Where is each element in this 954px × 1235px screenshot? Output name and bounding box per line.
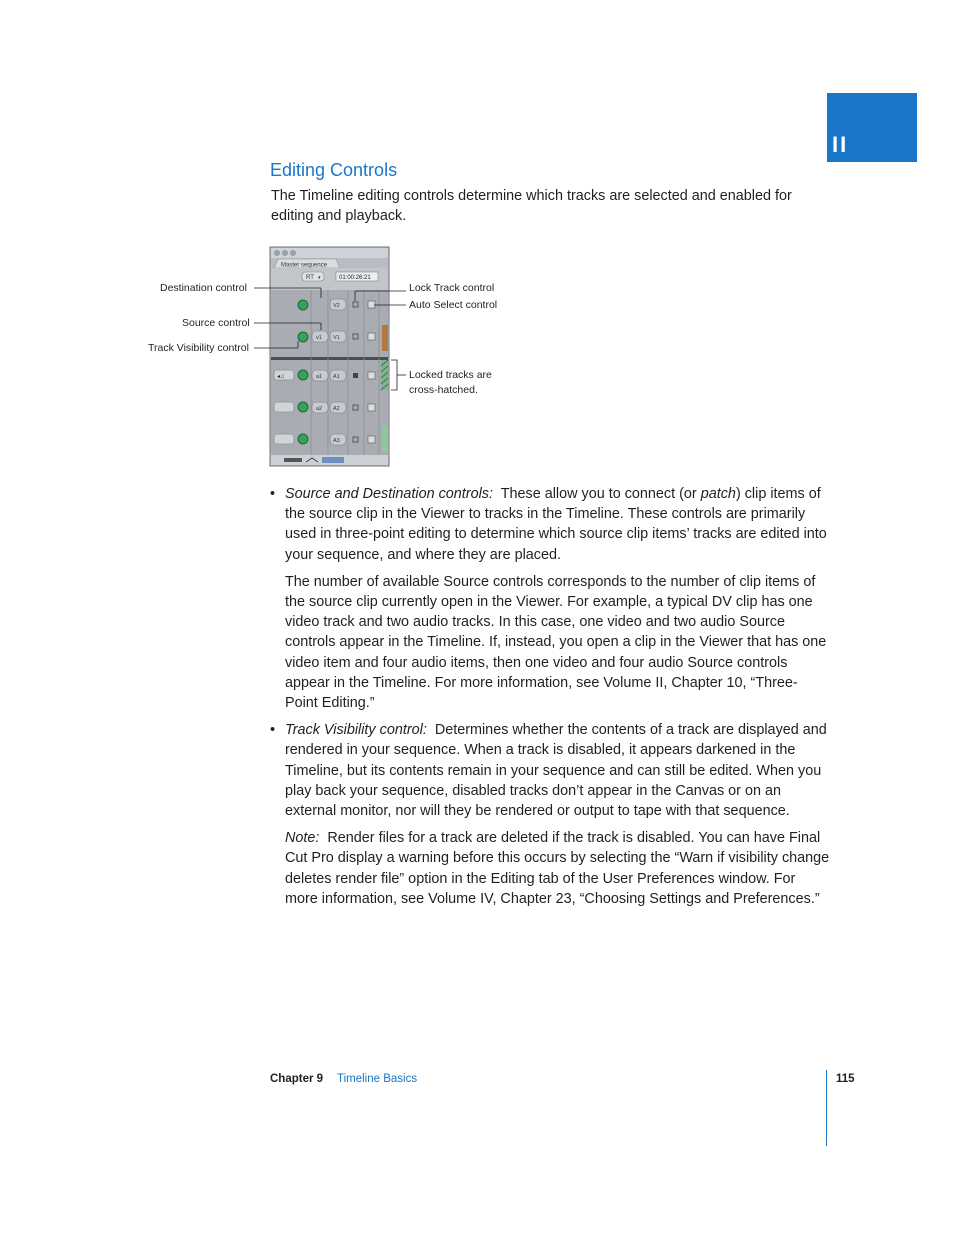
callout-locked-tracks-line2: cross-hatched. (409, 384, 478, 396)
intro-paragraph: The Timeline editing controls determine which tracks are selected and enabled for editing and playback. (271, 188, 792, 224)
bullet-text-cont: ) clip items of the source clip in the Viewer to tracks in the Timeline. These controls are primarily used in three-point editing to determine which source clip items’ tracks are edited into your sequence, and where they are placed. (285, 486, 827, 563)
bullet-text: These allow you to connect (or (500, 486, 701, 502)
track-visibility-v1[interactable] (298, 332, 308, 342)
bullet-track-visibility (270, 720, 830, 821)
track-visibility-v2[interactable] (298, 300, 308, 310)
footer-divider (826, 1070, 827, 1146)
bullet-text: Determines whether the contents of a track are displayed and rendered in your sequence. When a track is disabled, it appears darkened in the Timeline, but its contents remain in your sequence and can still be edited. When you play back your sequence, disabled tracks don’t appear in the Canvas or on an external monitor, nor will they be rendered or output to tape with that sequence. (285, 722, 827, 820)
section-heading: Editing Controls (270, 160, 398, 180)
track-visibility-a2[interactable] (298, 402, 308, 412)
source-label-a1: a1 (316, 374, 323, 380)
callout-track-visibility-control: Track Visibility control (148, 342, 249, 354)
page-number: 115 (836, 1073, 855, 1085)
callout-destination-control: Destination control (160, 282, 247, 294)
footer-chapter-title: Timeline Basics (337, 1073, 418, 1085)
source-label-a2: a2 (316, 406, 323, 412)
auto-select-v1-icon[interactable] (368, 333, 375, 340)
timeline-controls-figure (140, 240, 560, 472)
dest-label-v1: V1 (333, 335, 340, 341)
callout-lock-track-control: Lock Track control (409, 282, 495, 294)
bullet-marker: • (270, 722, 276, 739)
track-visibility-a3[interactable] (298, 434, 308, 444)
callout-locked-tracks-line1: Locked tracks are (409, 369, 492, 381)
source-controls-paragraph: The number of available Source controls corresponds to the number of clip items of the source clip currently open in the Viewer. For example, a typical DV clip has one video track and two audio tracks. In this case, one video and two audio Source controls appear in the Timeline. If, instead, you open a clip in the Viewer that has one video item and four audio items, then one video and four audio Source controls appear in the Timeline. For more information, see Volume II, Chapter 10, “Three-Point Editing.” (285, 573, 827, 712)
track-visibility-a1[interactable] (298, 370, 308, 380)
sequence-tab-label: Master sequence (281, 262, 328, 269)
source-label-v1: v1 (316, 335, 322, 341)
auto-select-a2-icon[interactable] (368, 404, 375, 411)
chevron-down-icon: ▾ (318, 275, 321, 281)
note-text: Render files for a track are deleted if the track is disabled. You can have Final Cut Pro display a warning before this occurs by selecting the “Warn if visibility change deletes render file” option in the Editing tab of the User Preferences window. For more information, see Volume IV, Chapter 23, “Choosing Settings and Preferences.” (285, 830, 830, 907)
bullet-marker: • (270, 486, 276, 502)
bullet-term: Track Visibility control: (285, 722, 427, 739)
zoom-slider[interactable] (322, 457, 344, 463)
auto-select-v2-icon[interactable] (368, 301, 375, 308)
section-tab (827, 93, 917, 162)
dest-label-v2: V2 (333, 303, 340, 309)
dest-label-a1: A1 (333, 374, 340, 380)
bullet-source-destination (270, 484, 830, 565)
audio-controls-a2[interactable] (274, 402, 294, 412)
callout-source-control: Source control (182, 317, 250, 329)
auto-select-a3-icon[interactable] (368, 436, 375, 443)
dest-label-a2: A2 (333, 406, 340, 412)
bullet-emphasis: patch (700, 486, 736, 502)
note-paragraph (285, 828, 830, 909)
minimize-icon[interactable] (282, 250, 288, 256)
rt-label: RT (306, 275, 314, 281)
note-label: Note: (285, 830, 320, 847)
footer-chapter: Chapter 9 (270, 1073, 324, 1085)
auto-select-a1-icon[interactable] (368, 372, 375, 379)
timecode-value: 01:00:26:21 (339, 275, 371, 281)
section-tab-label: II (832, 132, 849, 157)
track-height-control[interactable] (284, 458, 302, 462)
body-content (270, 484, 830, 916)
audio-controls-a3[interactable] (274, 434, 294, 444)
close-icon[interactable] (274, 250, 280, 256)
zoom-icon[interactable] (290, 250, 296, 256)
callout-auto-select-control: Auto Select control (409, 299, 498, 311)
timeline-screenshot (140, 240, 560, 472)
clip-thumbnail (382, 325, 388, 351)
bullet-term: Source and Destination controls: (285, 486, 493, 502)
speaker-icon: ◂♫ (277, 374, 285, 380)
lock-track-a1-icon[interactable] (353, 373, 358, 378)
dest-label-a3: A3 (333, 438, 340, 444)
